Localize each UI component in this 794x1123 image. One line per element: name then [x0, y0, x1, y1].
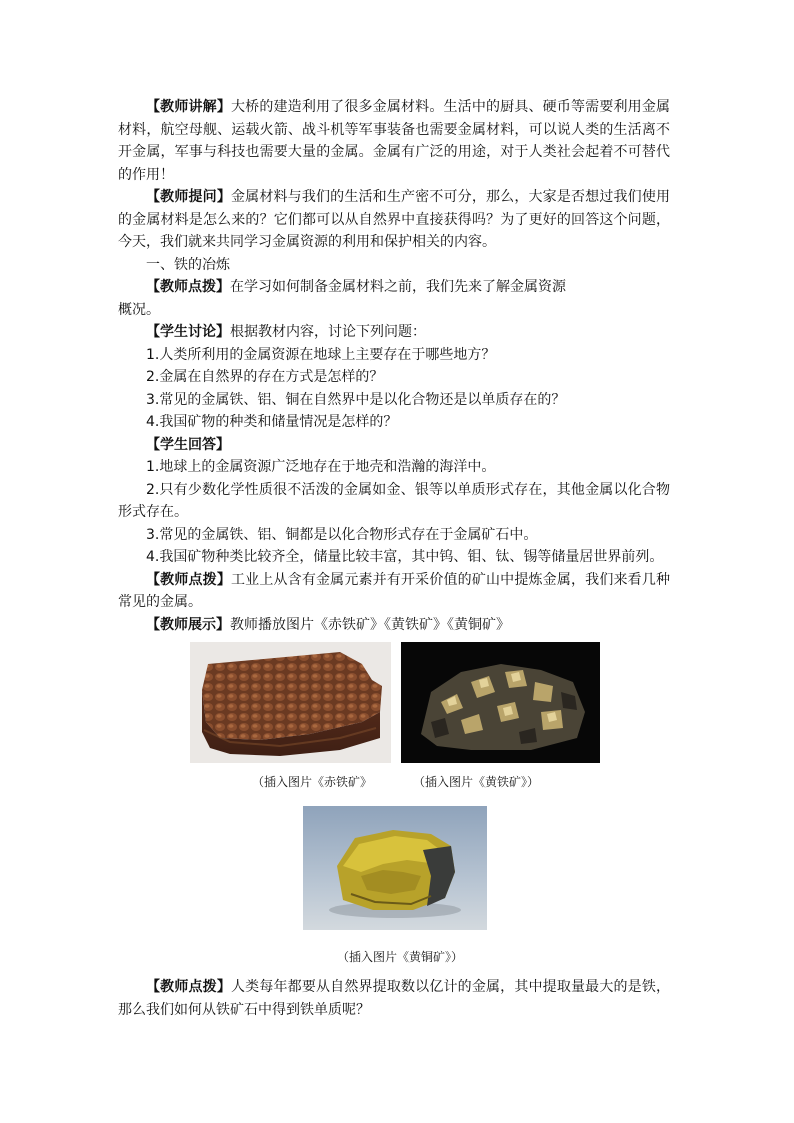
- caption-chalcopyrite: （插入图片《黄铜矿》）: [337, 950, 464, 964]
- document-body: [118, 96, 670, 636]
- section-heading-iron-smelting: 一、铁的冶炼: [146, 256, 230, 273]
- answer-1: 1.地球上的金属资源广泛地存在于地壳和浩瀚的海洋中。: [146, 459, 496, 475]
- question-3: 3.常见的金属铁、铝、铜在自然界中是以化合物还是以单质存在的？: [146, 391, 566, 408]
- chalcopyrite-illustration: [303, 806, 487, 930]
- paragraph-teacher-hint-1: 【教师点拨】在学习如何制备金属材料之前，我们先来了解金属资源: [146, 279, 566, 295]
- paragraph-teacher-hint-3: 【教师点拨】人类每年都要从自然界提取数以亿计的金属，其中提取量最大的是铁，那么我们如何从铁矿石中得到铁单质呢？: [118, 979, 670, 1018]
- final-paragraph-block: [118, 976, 670, 1021]
- paragraph-student-answer: 【学生回答】: [146, 436, 230, 453]
- question-2: 2.金属在自然界的存在方式是怎样的？: [146, 369, 384, 385]
- paragraph-student-discussion: 【学生讨论】根据教材内容，讨论下列问题：: [146, 324, 426, 340]
- hematite-image: [190, 642, 391, 763]
- hematite-illustration: [190, 642, 391, 763]
- paragraph-teacher-question: 【教师提问】金属材料与我们的生活和生产密不可分，那么，大家是否想过我们使用的金属材料是怎么来的？它们都可以从自然界中直接获得吗？为了更好的回答这个问题，今天，我们就来共同学习金属资源的利用和保护相关的内容。: [118, 189, 670, 250]
- question-4: 4.我国矿物的种类和储量情况是怎样的？: [146, 414, 398, 430]
- chalcopyrite-image: [303, 806, 487, 930]
- answer-4: 4.我国矿物种类比较齐全，储量比较丰富，其中钨、钼、钛、锡等储量居世界前列。: [146, 549, 664, 565]
- paragraph-teacher-explain: 【教师讲解】大桥的建造利用了很多金属材料。生活中的厨具、硬币等需要利用金属材料，航空母舰、运载火箭、战斗机等军事装备也需要金属材料，可以说人类的生活离不开金属，军事与科技也需要大量的金属。金属有广泛的用途，对于人类社会起着不可替代的作用！: [118, 99, 670, 183]
- caption-hematite: （插入图片《赤铁矿》: [252, 775, 373, 789]
- pyrite-illustration: [401, 642, 600, 763]
- caption-pyrite: （插入图片《黄铁矿》）: [413, 775, 540, 789]
- answer-3: 3.常见的金属铁、铝、铜都是以化合物形式存在于金属矿石中。: [146, 526, 538, 543]
- paragraph-teacher-hint-2: 【教师点拨】工业上从含有金属元素并有开采价值的矿山中提炼金属，我们来看几种常见的金属。: [118, 571, 670, 610]
- answer-2: 2.只有少数化学性质很不活泼的金属如金、银等以单质形式存在，其他金属以化合物形式存在。: [118, 481, 670, 520]
- pyrite-image: [401, 642, 600, 763]
- paragraph-overview: 概况。: [118, 301, 160, 318]
- question-1: 1.人类所利用的金属资源在地球上主要存在于哪些地方？: [146, 346, 496, 363]
- paragraph-teacher-show: 【教师展示】教师播放图片《赤铁矿》《黄铁矿》《黄铜矿》: [146, 616, 510, 633]
